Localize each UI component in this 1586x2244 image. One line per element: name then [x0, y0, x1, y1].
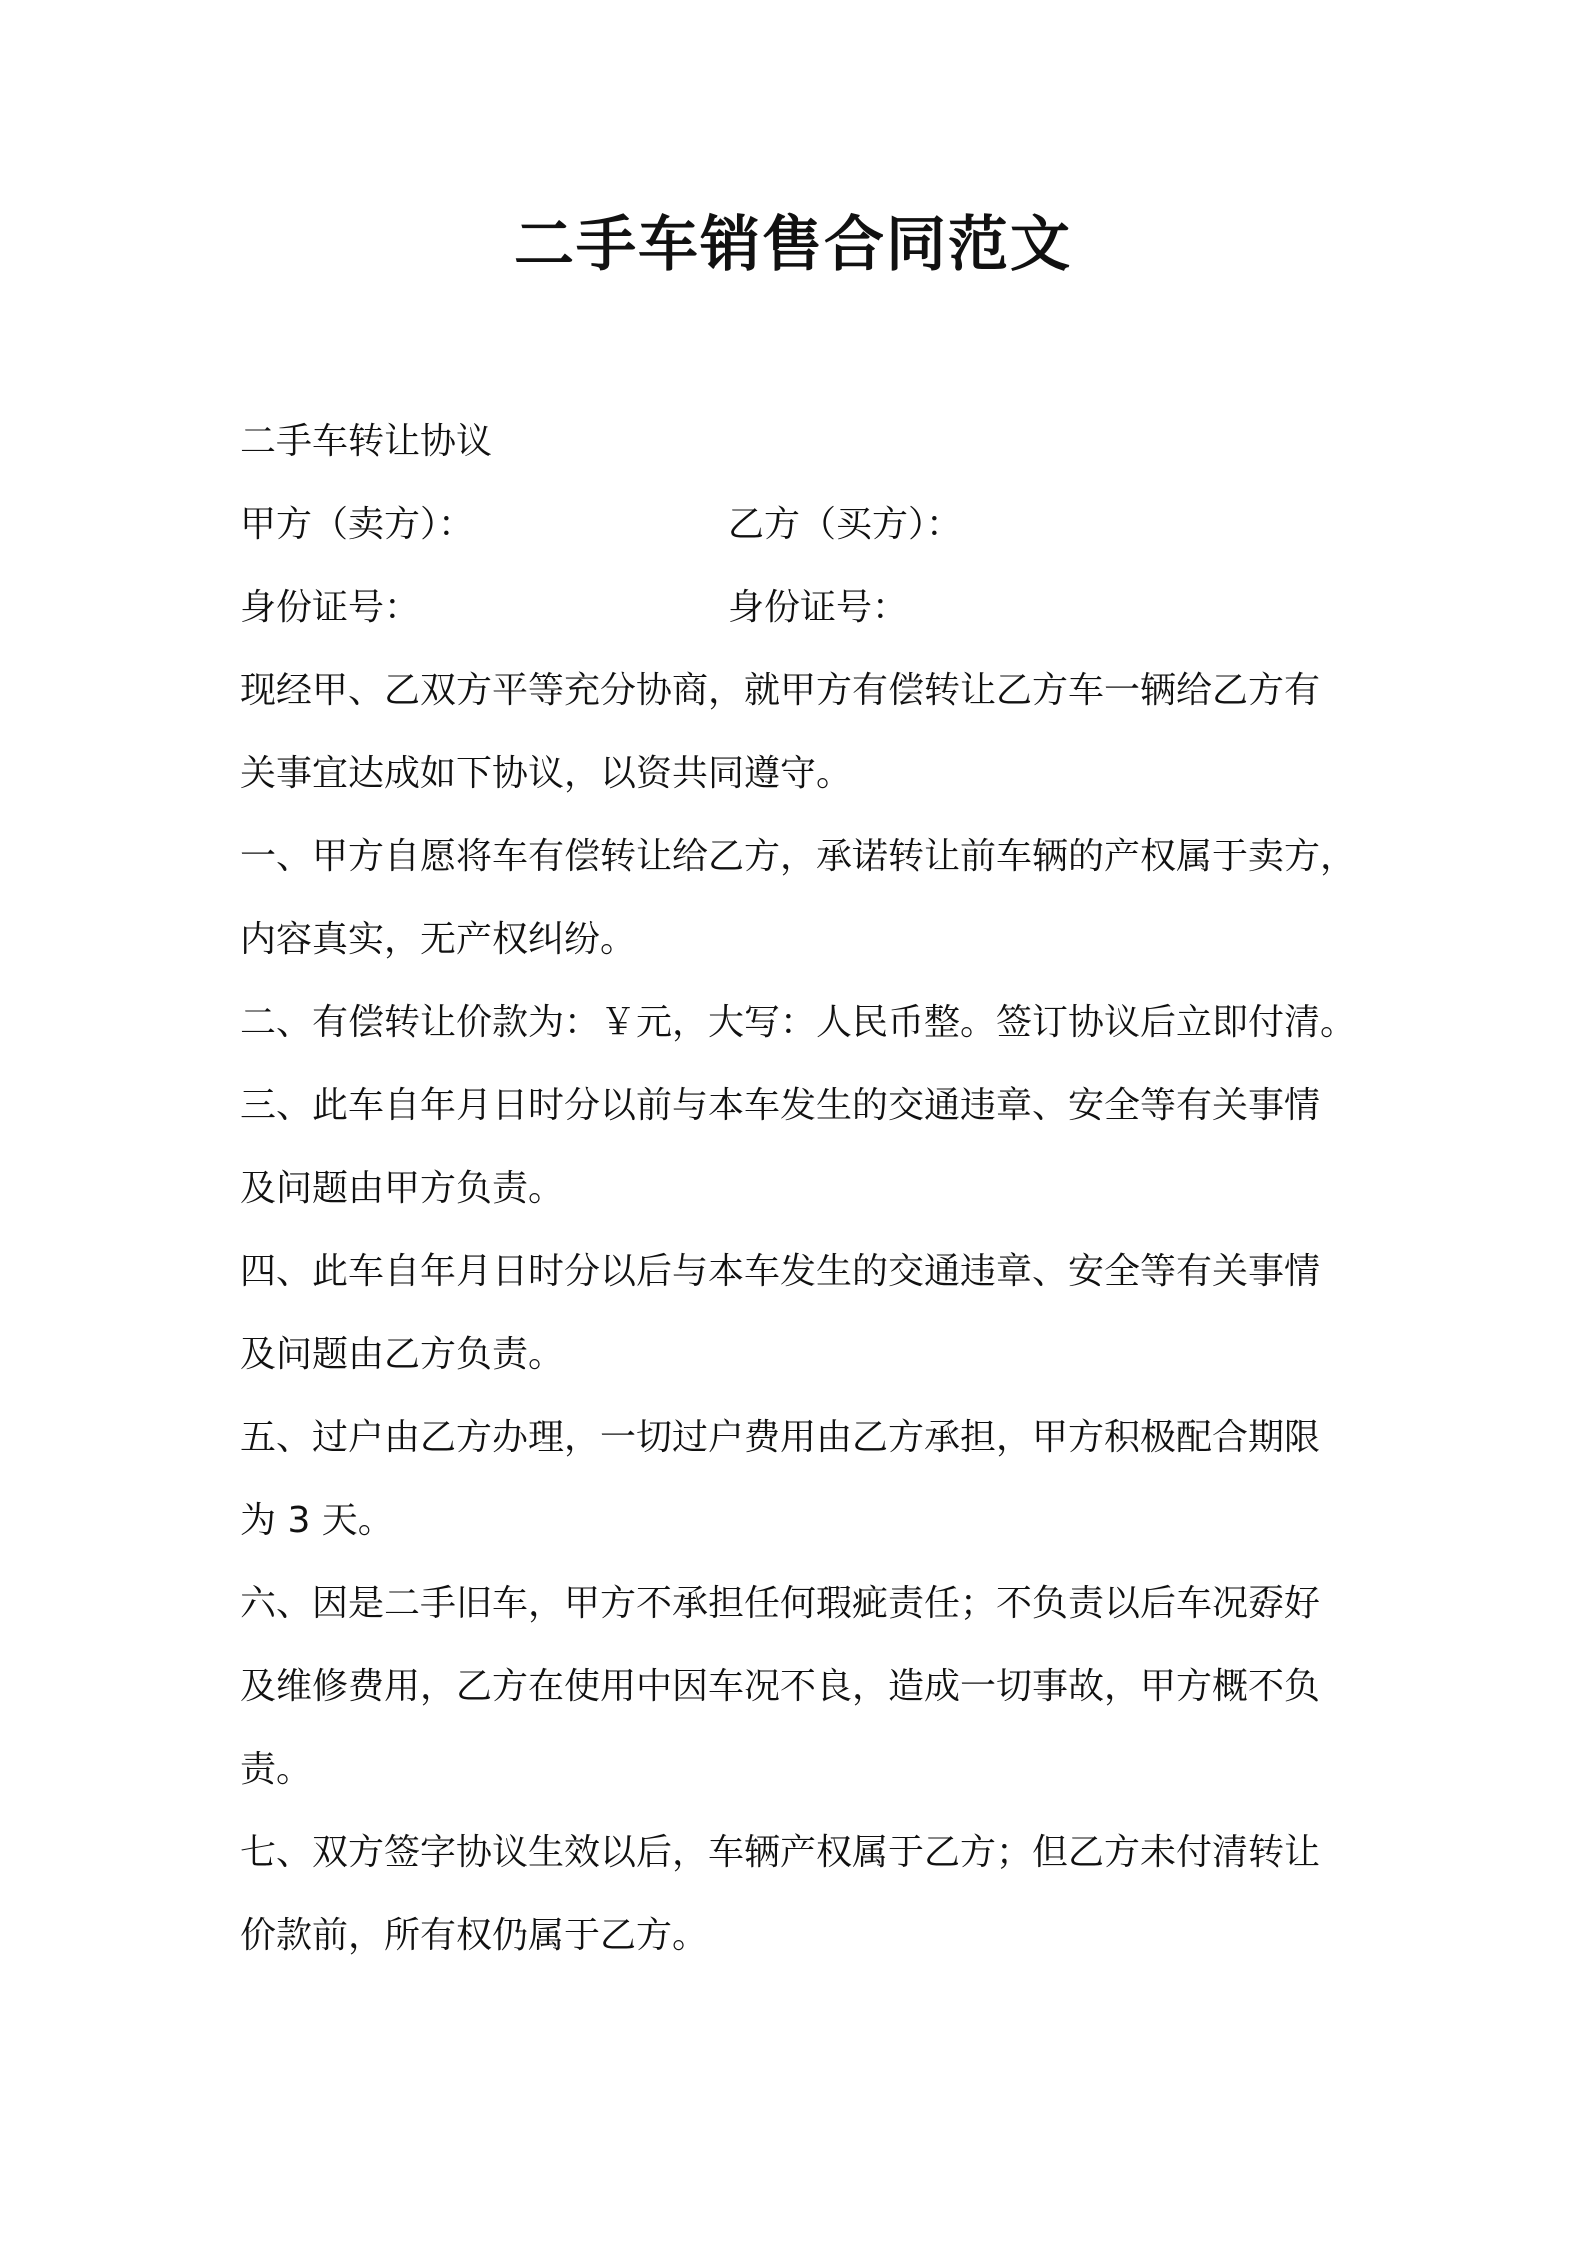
clause-5-line: 为 3 天。 [240, 1500, 394, 1541]
clause-1-line: 内容真实，无产权纠纷。 [240, 919, 637, 960]
clause-5-line: 五、过户由乙方办理，一切过户费用由乙方承担，甲方积极配合期限 [240, 1417, 1321, 1458]
clause-7-line: 七、双方签字协议生效以后，车辆产权属于乙方；但乙方未付清转让 [240, 1832, 1321, 1873]
agreement-subtitle: 二手车转让协议 [240, 421, 493, 462]
document-title: 二手车销售合同范文 [514, 210, 1072, 280]
clause-4-line: 四、此车自年月日时分以后与本车发生的交通违章、安全等有关事情 [240, 1251, 1321, 1292]
clause-6-line: 六、因是二手旧车，甲方不承担任何瑕疵责任；不负责以后车况孬好 [240, 1583, 1321, 1624]
clause-6-line: 责。 [240, 1749, 313, 1790]
id-a-label: 身份证号： [240, 587, 421, 628]
id-b-label: 身份证号： [728, 587, 909, 628]
clause-3-line: 及问题由甲方负责。 [240, 1168, 565, 1209]
document-body [240, 400, 1370, 1977]
party-b-label: 乙方（买方）： [728, 504, 963, 545]
party-a-label: 甲方（卖方）： [240, 504, 475, 545]
clause-1-line: 一、甲方自愿将车有偿转让给乙方，承诺转让前车辆的产权属于卖方， [240, 836, 1357, 877]
id-row [240, 566, 1370, 649]
paragraph-line: 现经甲、乙双方平等充分协商，就甲方有偿转让乙方车一辆给乙方有 [240, 670, 1321, 711]
clause-3-line: 三、此车自年月日时分以前与本车发生的交通违章、安全等有关事情 [240, 1085, 1321, 1126]
clause-7-line: 价款前，所有权仍属于乙方。 [240, 1915, 709, 1956]
clause-2-line: 二、有偿转让价款为：￥元，大写：人民币整。签订协议后立即付清。 [240, 1002, 1357, 1043]
clause-6-line: 及维修费用，乙方在使用中因车况不良，造成一切事故，甲方概不负 [240, 1666, 1321, 1707]
party-row [240, 483, 1370, 566]
clause-4-line: 及问题由乙方负责。 [240, 1334, 565, 1375]
paragraph-line: 关事宜达成如下协议，以资共同遵守。 [240, 753, 853, 794]
